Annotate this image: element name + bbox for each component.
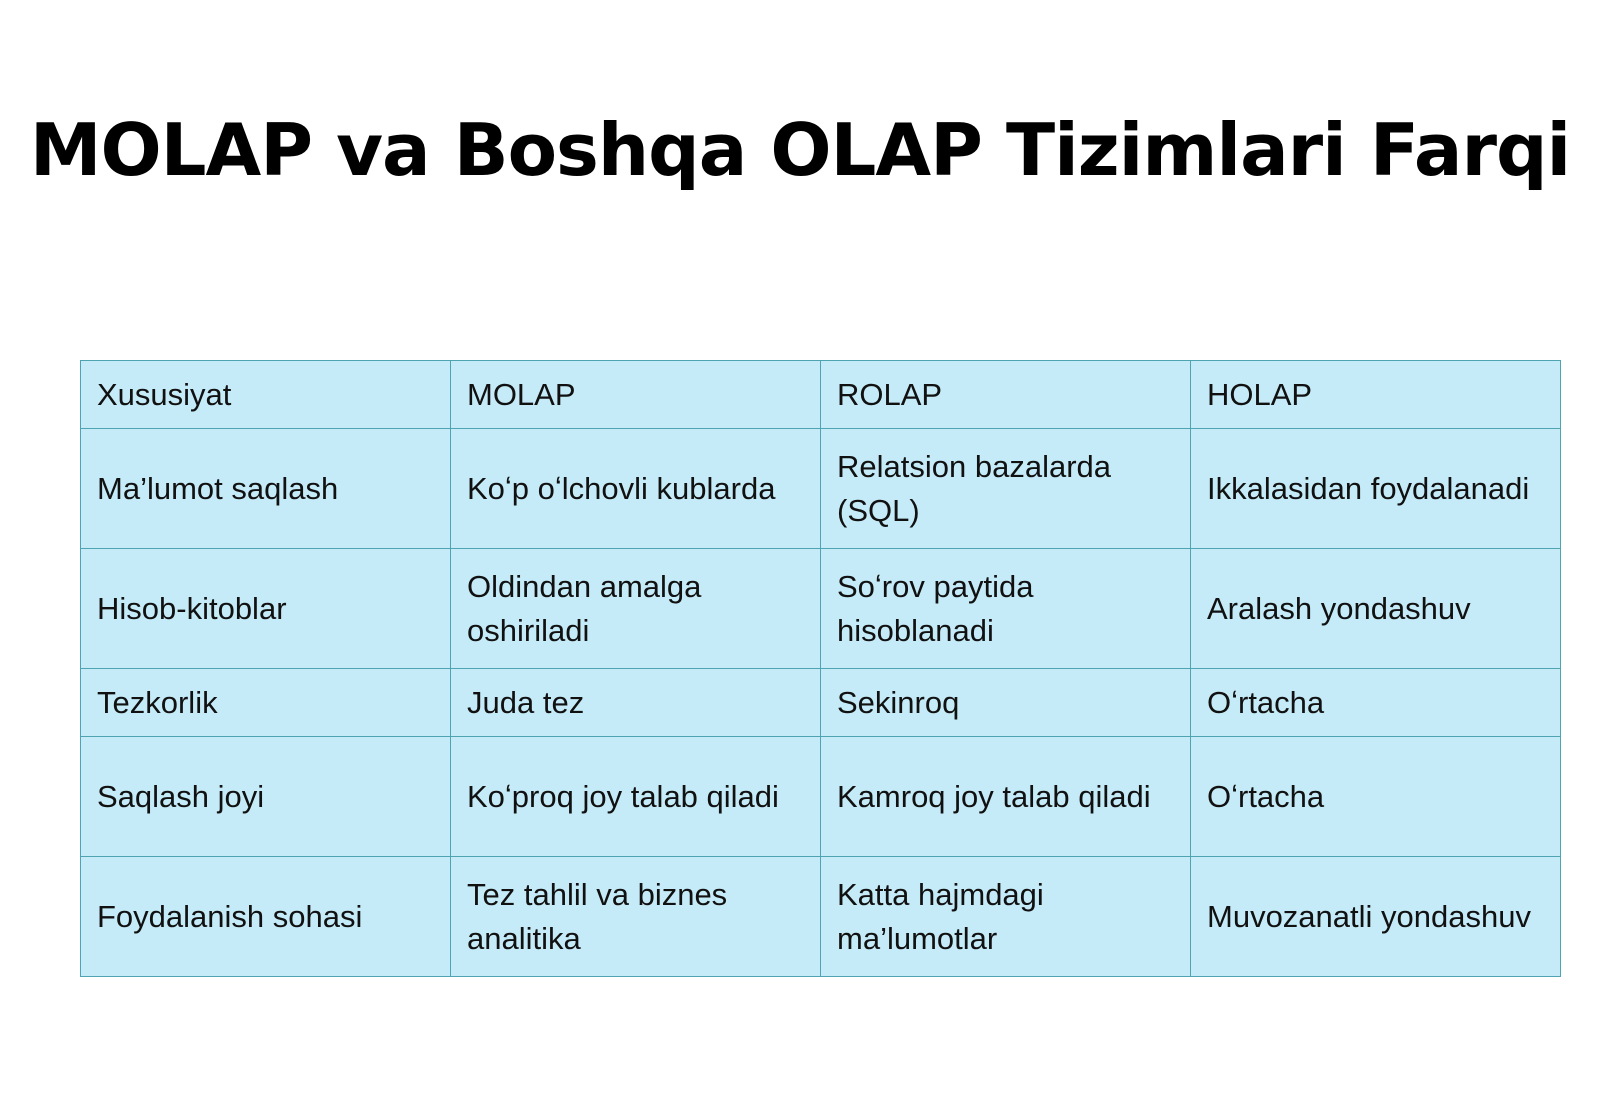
table-cell: Oʻrtacha	[1191, 737, 1561, 857]
table-cell: Saqlash joyi	[81, 737, 451, 857]
header-cell-rolap: ROLAP	[821, 361, 1191, 429]
table-cell: Oldindan amalga oshiriladi	[451, 549, 821, 669]
table-cell: Koʻproq joy talab qiladi	[451, 737, 821, 857]
table-cell: Sekinroq	[821, 669, 1191, 737]
comparison-table-container	[80, 360, 1561, 977]
table-header-row	[81, 361, 1561, 429]
header-cell-feature: Xususiyat	[81, 361, 451, 429]
slide-title: MOLAP va Boshqa OLAP Tizimlari Farqi	[29, 108, 1571, 192]
table-cell: Ikkalasidan foydalanadi	[1191, 429, 1561, 549]
table-row	[81, 549, 1561, 669]
header-cell-molap: MOLAP	[451, 361, 821, 429]
table-cell: Tezkorlik	[81, 669, 451, 737]
table-cell: Aralash yondashuv	[1191, 549, 1561, 669]
table-cell: Juda tez	[451, 669, 821, 737]
table-cell: Kamroq joy talab qiladi	[821, 737, 1191, 857]
header-cell-holap: HOLAP	[1191, 361, 1561, 429]
table-cell: Katta hajmdagi ma’lumotlar	[821, 857, 1191, 977]
table-cell: Koʻp oʻlchovli kublarda	[451, 429, 821, 549]
table-cell: Soʻrov paytida hisoblanadi	[821, 549, 1191, 669]
table-row	[81, 857, 1561, 977]
table-row	[81, 429, 1561, 549]
comparison-table	[80, 360, 1561, 977]
table-cell: Foydalanish sohasi	[81, 857, 451, 977]
table-cell: Tez tahlil va biznes analitika	[451, 857, 821, 977]
table-cell: Ma’lumot saqlash	[81, 429, 451, 549]
table-cell: Hisob-kitoblar	[81, 549, 451, 669]
table-cell: Relatsion bazalarda (SQL)	[821, 429, 1191, 549]
table-row	[81, 669, 1561, 737]
table-cell: Oʻrtacha	[1191, 669, 1561, 737]
table-row	[81, 737, 1561, 857]
table-cell: Muvozanatli yondashuv	[1191, 857, 1561, 977]
